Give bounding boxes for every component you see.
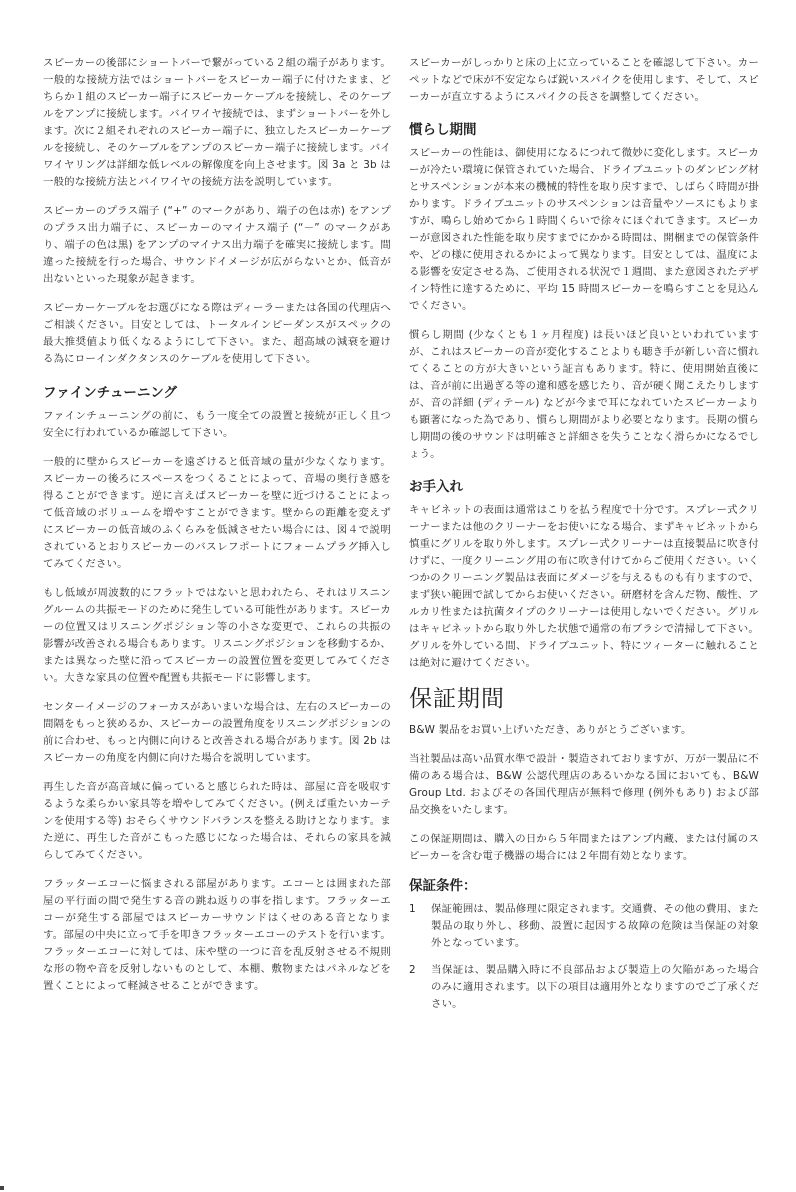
- paragraph-fine-tuning-intro: ファインチューニングの前に、もう一度全ての設置と接続が正しく且つ安全に行われているか確認して下さい。: [43, 410, 391, 439]
- paragraph-cable-selection: スピーカーケーブルをお選びになる際はディーラーまたは各国の代理店へご相談ください。目安としては、トータルインピーダンスがスペックの最大推奨値より低くなるようにして下さい。また、超高域の減衰を避ける為にローインダクタンスのケーブルを使用して下さい。: [43, 302, 391, 365]
- paragraph-spikes: スピーカーがしっかりと床の上に立っていることを確認して下さい。カーペットなどで床が不安定ならば鋭いスパイクを使用します、そして、スピーカーが直立するようにスパイクの長さを調整してください。: [409, 57, 759, 103]
- left-column: [43, 55, 391, 1007]
- paragraph-break-in-period: 慣らし期間 (少なくとも１ヶ月程度) は長いほど良いといわれていますが、これはスピーカーの音が変化することよりも聴き手が新しい音に慣れてくることの方が大きいという証言もあります。特に、使用開始直後には、音が前に出過ぎる等の違和感を感じたり、音が硬く聞こえたりしますが、音の詳細 (ディテール) などが今まで耳になれていたスピーカーよりも顕著になった為であり、慣らし期間がより必要となります。長期の慣らし期間の後のサウンドは明確さと詳細さを失うことなく滑らかになるでしょう。: [409, 329, 759, 460]
- heading-care: お手入れ: [409, 479, 463, 495]
- paragraph-polarity: スピーカーのプラス端子 (“+” のマークがあり、端子の色は赤) をアンプのプラス出力端子に、スピーカーのマイナス端子 (“－” のマークがあり、端子の色は黒) をアンプのマイナス出力端子を確実に接続します。間違った接続を行った場合、サウンドイメージが広がらないとか、低音が出ないといった現象が起きます。: [43, 205, 391, 285]
- list-item: [409, 962, 759, 1013]
- list-item-text: 当保証は、製品購入時に不良部品および製造上の欠陥があった場合のみに適用されます。以下の項目は適用外となりますのでご了承ください。: [431, 964, 759, 1010]
- paragraph-care: キャビネットの表面は通常はこりを払う程度で十分です。スプレー式クリーナーまたは他のクリーナーをお使いになる場合、まずキャビネットから慎重にグリルを取り外します。スプレー式クリーナーは直接製品に吹き付けずに、一度クリーニング用の布に吹き付けてからご使用ください。いくつかのクリーニング製品は表面にダメージを与えるものも有りますので、まず狭い範囲で試してからお使いください。研磨材を含んだ物、酸性、アルカリ性または抗菌タイプのクリーナーは使用しないでください。グリルはキャビネットから取り外した状態で通常の布ブラシで清掃して下さい。グリルを外している間、ドライブユニット、特にツィーターに触れることは絶対に避けてください。: [409, 504, 759, 669]
- paragraph-flutter-echo: フラッターエコーに悩まされる部屋があります。エコーとは囲まれた部屋の平行面の間で発生する音の跳ね返りの事を指します。フラッターエコーが発生する部屋ではスピーカーサウンドはくせのある音となります。部屋の中央に立って手を叩きフラッターエコーのテストを行います。フラッターエコーに対しては、床や壁の一つに音を乱反射させる不規則な形の物や音を反射しないものとして、本棚、敷物またはパネルなどを置くことによって軽減させることができます。: [43, 878, 391, 992]
- crop-mark: [0, 1186, 4, 1190]
- list-item-number: 1: [409, 903, 416, 915]
- paragraph-thanks: B&W 製品をお買い上げいただき、ありがとうございます。: [409, 724, 692, 736]
- paragraph-tonal-balance: 再生した音が高音域に偏っていると感じられた時は、部屋に音を吸収するような柔らかい家具等を増やしてみてください。(例えば重たいカーテンを使用する等) おそらくサウンドバランスを整える助けとなります。また逆に、再生した音がこもった感じになった場合は、それらの家具を減らしてみてください。: [43, 781, 391, 861]
- paragraph-warranty-scope: 当社製品は高い品質水準で設計・製造されておりますが、万が一製品に不備のある場合は、B&W 公認代理店のあるいかなる国においても、B&W Group Ltd. およびその各国代理店が無料で修理 (例外もあり) および部品交換をいたします。: [409, 753, 760, 816]
- list-item-number: 2: [409, 964, 416, 976]
- paragraph-warranty-period: この保証期間は、購入の日から５年間またはアンプ内蔵、または付属のスピーカーを含む電子機器の場合には２年間有効となります。: [409, 833, 759, 862]
- heading-conditions: 保証条件：: [409, 878, 477, 894]
- list-item: [409, 901, 759, 952]
- heading-warranty: 保証期間: [409, 686, 505, 712]
- list-item-text: 保証範囲は、製品修理に限定されます。交通費、その他の費用、また製品の取り外し、移動、設置に起因する故障の危険は当保証の対象外となっています。: [431, 903, 759, 949]
- paragraph-center-image: センターイメージのフォーカスがあいまいな場合は、左右のスピーカーの間隔をもっと狭めるか、スピーカーの設置角度をリスニングポジションの前に合わせ、もっと内側に向けると改善される場合があります。図 2b はスピーカーの角度を内側に向けた場合を説明しています。: [43, 701, 391, 764]
- right-column: [409, 55, 759, 1023]
- warranty-conditions: [409, 877, 759, 1013]
- conditions-list: [409, 901, 759, 1013]
- paragraph-room-modes: もし低域が周波数的にフラットではないと思われたら、それはリスニングルームの共振モードのために発生している可能性があります。スピーカーの位置又はリスニングポジション等の小さな変更で、これらの共振の影響が改善される場合もあります。リスニングポジションを移動するか、または異なった壁に沿ってスピーカーの設置位置を変更してみてください。大きな家具の位置や配置も共振モードに影響します。: [43, 587, 391, 684]
- paragraph-bi-wiring: スピーカーの後部にショートバーで繋がっている２組の端子があります。一般的な接続方法ではショートバーをスピーカー端子に付けたまま、どちらか１組のスピーカー端子にスピーカーケーブルを接続し、そのケーブルをアンプに接続します。バイワイヤ接続では、まずショートバーを外します。次に２組それぞれのスピーカー端子に、独立したスピーカーケーブルを接続し、そのケーブルをアンプのスピーカー端子に接続します。バイワイヤリングは詳細な低レベルの解像度を向上させます。図 3a と 3b は一般的な接続方法とバイワイヤの接続方法を説明しています。: [43, 57, 391, 188]
- paragraph-break-in-performance: スピーカーの性能は、御使用になるにつれて微妙に変化します。スピーカーが冷たい環境に保管されていた場合、ドライブユニットのダンピング材とサスペンションが本来の機械的特性を取り戻すまで、しばらく時間が掛かります。ドライブユニットのサスペンションは音量やソースにもよりますが、鳴らし始めてから１時間くらいで徐々にほぐれてきます。スピーカーが意図された性能を取り戻すまでにかかる時間は、開梱までの保管条件や、どの様に使用されるかによって異なります。目安としては、温度による影響を安定させる為、ご使用される状況で１週間、また意図されたデザイン特性に達するために、平均 15 時間スピーカーを鳴らすことを見込んでください。: [409, 147, 759, 312]
- heading-break-in: 慣らし期間: [409, 122, 477, 138]
- heading-fine-tuning: ファインチューニング: [43, 385, 178, 401]
- paragraph-wall-distance: 一般的に壁からスピーカーを遠ざけると低音域の量が少なくなります。スピーカーの後ろにスペースをつくることによって、音場の奥行き感を得ることができます。逆に言えばスピーカーを壁に近づけることによって低音域のボリュームを増やすことができます。壁からの距離を変えずにスピーカーの低音域のふくらみを低減させたい場合には、図４で説明されているとおりスピーカーのバスレフポートにフォームプラグ挿入してみてください。: [43, 456, 391, 570]
